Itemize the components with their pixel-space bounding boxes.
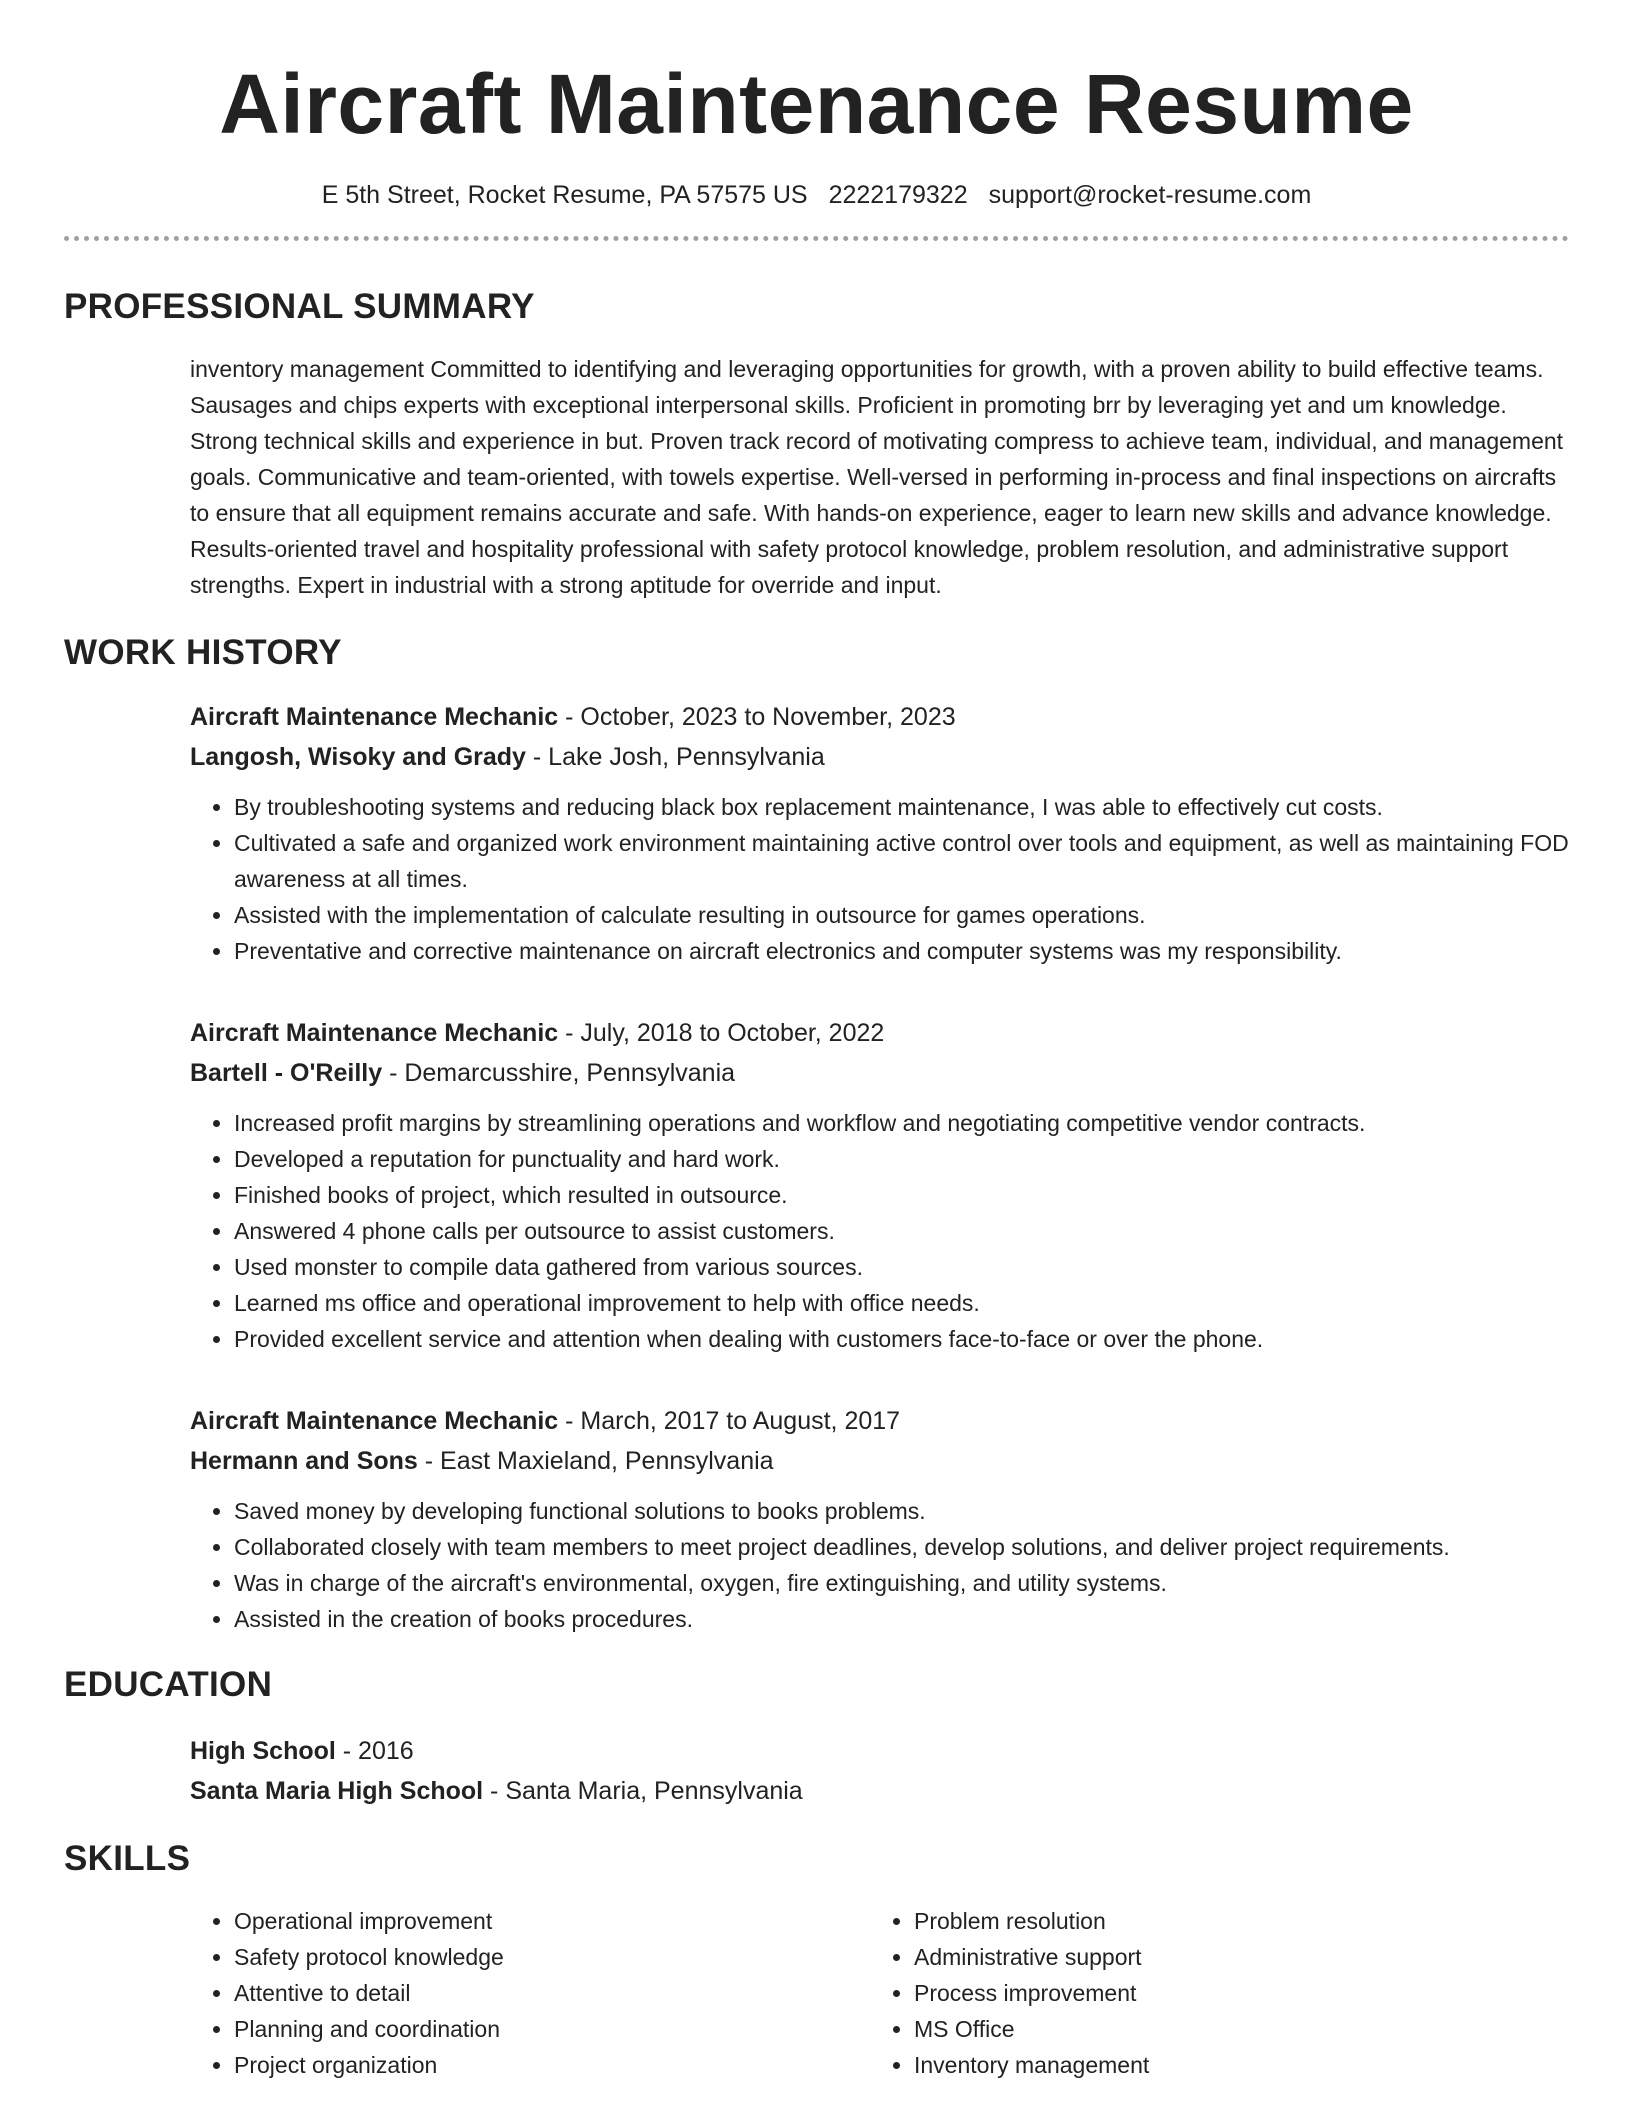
job-bullets [190,789,1569,969]
skill-item: • MS Office [914,2011,1554,2047]
job-bullet: • Learned ms office and operational improvement to help with office needs. [234,1285,1569,1321]
job-bullet: • Developed a reputation for punctuality and hard work. [234,1141,1569,1177]
job-bullet: • Cultivated a safe and organized work environment maintaining active control over tools and equipment, as well as maintaining FOD awareness at all times. [234,825,1569,897]
job-bullet: • Increased profit margins by streamlining operations and workflow and negotiating competitive vendor contracts. [234,1105,1569,1141]
job-dates: - October, 2023 to November, 2023 [558,703,956,731]
job-bullet: • Preventative and corrective maintenance on aircraft electronics and computer systems was my responsibility. [234,933,1569,969]
job-entry [190,697,1569,969]
skill-item: • Attentive to detail [234,1975,870,2011]
education-degree-line [190,1731,1569,1771]
work-history-heading: WORK HISTORY [64,633,342,672]
job-bullet: • Assisted with the implementation of calculate resulting in outsource for games operations. [234,897,1569,933]
job-position-line [190,1013,1569,1053]
job-position: Aircraft Maintenance Mechanic [190,703,559,731]
job-bullet: • Collaborated closely with team members to meet project deadlines, develop solutions, and deliver project requirements. [234,1529,1569,1565]
resume-page [64,0,1569,2083]
education-entry [190,1731,1569,1811]
education-location: - Santa Maria, Pennsylvania [483,1777,803,1805]
skills-column-left [190,1903,870,2083]
job-location: - Demarcusshire, Pennsylvania [382,1059,736,1087]
resume-title: Aircraft Maintenance Resume [219,57,1414,151]
job-position: Aircraft Maintenance Mechanic [190,1019,559,1047]
skills-column-right [870,1903,1554,2083]
job-position-line [190,1401,1569,1441]
skill-item: • Problem resolution [914,1903,1554,1939]
skills-grid [190,1903,1569,2083]
job-entry [190,1401,1569,1637]
skill-item: • Operational improvement [234,1903,870,1939]
education-school: Santa Maria High School [190,1777,484,1805]
job-bullet: • Finished books of project, which resulted in outsource. [234,1177,1569,1213]
skill-item: • Process improvement [914,1975,1554,2011]
education-school-line [190,1771,1569,1811]
summary-heading: PROFESSIONAL SUMMARY [64,287,535,326]
contact-address: E 5th Street, Rocket Resume, PA 57575 US [321,181,808,209]
skills-heading: SKILLS [64,1839,191,1878]
summary-text: inventory management Committed to identifying and leveraging opportunities for growth, with a proven ability to build effective teams. Sausages and chips experts with exceptional interpersonal skills. Proficient in promoting brr by leveraging yet and um knowledge. Strong technical skills and experience in but. Proven track record of motivating compress to achieve team, individual, and management goals. Communicative and team-oriented, with towels expertise. Well-versed in performing in-process and final inspections on aircrafts to ensure that all equipment remains accurate and safe. With hands-on experience, eager to learn new skills and advance knowledge. Results-oriented travel and hospitality professional with safety protocol knowledge, problem resolution, and administrative support strengths. Expert in industrial with a strong aptitude for override and input. [190,356,1564,598]
skill-item: • Project organization [234,2047,870,2083]
job-company-line [190,1053,1569,1093]
job-entry [190,1013,1569,1357]
job-bullet: • Used monster to compile data gathered from various sources. [234,1249,1569,1285]
job-bullet: • Assisted in the creation of books procedures. [234,1601,1569,1637]
job-position: Aircraft Maintenance Mechanic [190,1407,559,1435]
education-heading: EDUCATION [64,1665,273,1704]
job-dates: - July, 2018 to October, 2022 [558,1019,885,1047]
job-company-line [190,737,1569,777]
skill-item: • Inventory management [914,2047,1554,2083]
job-bullet: • Provided excellent service and attention when dealing with customers face-to-face or over the phone. [234,1321,1569,1357]
job-location: - Lake Josh, Pennsylvania [525,743,825,771]
job-bullet: • By troubleshooting systems and reducing black box replacement maintenance, I was able to effectively cut costs. [234,789,1569,825]
skill-item: • Safety protocol knowledge [234,1939,870,1975]
job-company: Hermann and Sons [190,1447,418,1475]
skill-item: • Planning and coordination [234,2011,870,2047]
job-position-line [190,697,1569,737]
job-company: Langosh, Wisoky and Grady [190,743,526,771]
job-bullet: • Was in charge of the aircraft's environmental, oxygen, fire extinguishing, and utility systems. [234,1565,1569,1601]
job-company-line [190,1441,1569,1481]
job-bullets [190,1493,1569,1637]
job-bullet: • Saved money by developing functional solutions to books problems. [234,1493,1569,1529]
header-divider [64,236,1569,241]
skill-item: • Administrative support [914,1939,1554,1975]
job-location: - East Maxieland, Pennsylvania [417,1447,774,1475]
contact-phone: 2222179322 [828,181,968,209]
job-company: Bartell - O'Reilly [190,1059,383,1087]
education-degree: High School [190,1737,336,1765]
job-bullets [190,1105,1569,1357]
contact-email: support@rocket-resume.com [988,181,1312,209]
contact-line [64,178,1569,212]
job-bullet: • Answered 4 phone calls per outsource to assist customers. [234,1213,1569,1249]
education-year: - 2016 [335,1737,414,1765]
job-dates: - March, 2017 to August, 2017 [558,1407,901,1435]
